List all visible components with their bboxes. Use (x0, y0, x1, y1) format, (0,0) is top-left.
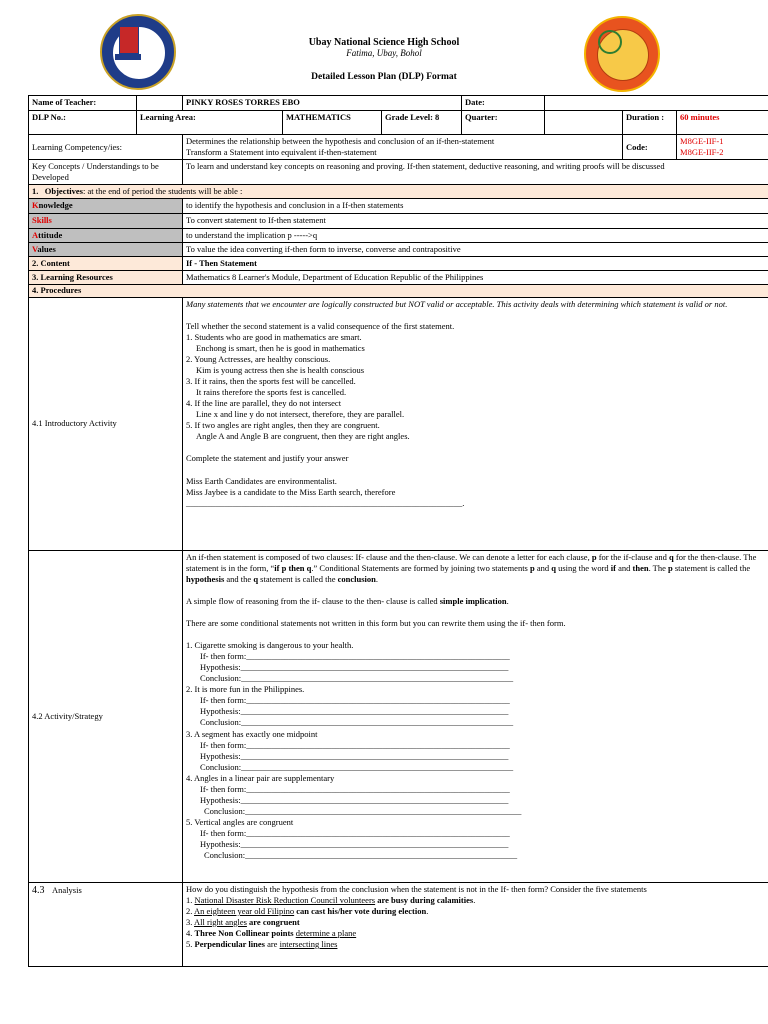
introductory-activity-row (29, 297, 768, 550)
activity-strategy-row (29, 550, 768, 882)
activity-paragraph-3: There are some conditional statements not written in this form but you can rewrite them using the if- then form. (186, 618, 566, 629)
objective-skills-value: To convert statement to If-then statement (183, 214, 768, 229)
activity-item-1-title: 1. Cigarette smoking is dangerous to your health. (186, 640, 354, 651)
objective-v-rest: alues (37, 244, 56, 255)
earth-statement-2: Miss Jaybee is a candidate to the Miss Earth search, therefore (186, 486, 396, 497)
competency-1: Determines the relationship between the hypothesis and conclusion of an if-then-statement (186, 136, 495, 146)
content-row (29, 257, 768, 271)
learning-area-label: Learning Area: (137, 111, 283, 135)
analysis-item-5: 5. Perpendicular lines are intersecting lines (186, 939, 338, 949)
objective-k-first: K (32, 200, 39, 211)
quarter-label: Quarter: (462, 111, 545, 135)
code-2: M8GE-IIF-2 (680, 147, 724, 158)
intro-italic-text: Many statements that we encounter are logically constructed but NOT valid or acceptable. This activity deals with determining which statement is valid or not. (186, 298, 728, 309)
activity-item-3-title: 3. A segment has exactly one midpoint (186, 728, 318, 739)
analysis-label: Analysis (52, 884, 82, 895)
objective-a-rest: ttitude (38, 230, 63, 241)
activity-item-5-title: 5. Vertical angles are congruent (186, 816, 294, 827)
resources-value: Mathematics 8 Learner's Module, Department of Education Republic of the Philippines (183, 271, 768, 285)
date-label: Date: (462, 96, 545, 111)
school-address: Fatima, Ubay, Bohol (346, 48, 422, 58)
intro-instruction: Tell whether the second statement is a valid consequence of the first statement. (186, 320, 455, 331)
duration-value: 60 minutes (677, 111, 768, 135)
objective-s-first: Skills (32, 215, 52, 226)
content-value: If - Then Statement (183, 257, 768, 271)
analysis-question: How do you distinguish the hypothesis from the conclusion when the statement is not in the If- then form? Consider the five statements (186, 883, 647, 894)
analysis-item-1: 1. National Disaster Risk Reduction Council volunteers are busy during calamities. (186, 894, 476, 905)
intro-item-2b: Kim is young actress then she is health conscious (196, 365, 365, 376)
learning-area-value: MATHEMATICS (283, 111, 382, 135)
dlp-row (29, 111, 768, 135)
date-value[interactable] (545, 96, 768, 111)
resources-label: 3. Learning Resources (29, 271, 183, 285)
lesson-plan-table (28, 95, 768, 967)
school-seal-logo (584, 16, 660, 92)
document-header (0, 0, 768, 95)
content-label: 2. Content (29, 257, 183, 271)
objective-k-rest: nowledge (38, 200, 73, 211)
objective-knowledge-value: to identify the hypothesis and conclusion in a If-then statements (183, 199, 768, 214)
introductory-activity-label: 4.1 Introductory Activity (29, 297, 183, 550)
school-name: Ubay National Science High School (308, 37, 460, 48)
analysis-item-4: 4. Three Non Collinear points determine a plane (186, 927, 357, 938)
intro-item-5a: 5. If two angles are right angles, then they are congruent. (186, 420, 380, 431)
activity-item-1-conc[interactable]: Conclusion:________________________________________________________________ (200, 673, 514, 684)
activity-item-4-ifthen[interactable]: If- then form:______________________________________________________________ (200, 783, 510, 794)
grade-level: Grade Level: 8 (382, 111, 462, 135)
objective-attitude-value: to understand the implication p ----->q (183, 229, 768, 243)
earth-blank[interactable]: _________________________________________________________________. (186, 497, 465, 508)
activity-strategy-label: 4.2 Activity/Strategy (29, 550, 183, 882)
activity-item-3-hyp[interactable]: Hypothesis:_______________________________________________________________ (200, 750, 509, 761)
activity-item-1-hyp[interactable]: Hypothesis:_______________________________________________________________ (200, 662, 509, 673)
activity-item-3-conc[interactable]: Conclusion:________________________________________________________________ (200, 761, 514, 772)
activity-item-5-ifthen[interactable]: If- then form:______________________________________________________________ (200, 827, 510, 838)
teacher-value: PINKY ROSES TORRES EBO (183, 96, 462, 111)
activity-paragraph-1: An if-then statement is composed of two clauses: If- clause and the then-clause. We can denote a letter for each clause, p for the if-clause and q for the then-clause. The statement is in the form, “if p then q.” Conditional Statements are formed by joining two statements p and q using the word if and then. The p statement is called the hypothesis and the q statement is called the conclusion. (186, 551, 757, 584)
procedures-label: 4. Procedures (29, 285, 768, 297)
teacher-row (29, 96, 768, 111)
activity-item-2-ifthen[interactable]: If- then form:______________________________________________________________ (200, 695, 510, 706)
intro-item-2a: 2. Young Actresses, are healthy conscious. (186, 354, 331, 364)
objective-values-value: To value the idea converting if-then form to inverse, converse and contrapositive (183, 243, 768, 257)
intro-item-1b: Enchong is smart, then he is good in mathematics (196, 342, 365, 353)
activity-item-5-hyp[interactable]: Hypothesis:_______________________________________________________________ (200, 838, 509, 849)
objectives-header-row (29, 185, 768, 199)
objective-knowledge-row (29, 199, 768, 214)
activity-item-3-ifthen[interactable]: If- then form:______________________________________________________________ (200, 739, 510, 750)
intro-item-4b: Line x and line y do not intersect, therefore, they are parallel. (196, 409, 405, 420)
analysis-item-2: 2. An eighteen year old Filipino can cast his/her vote during election. (186, 905, 429, 916)
activity-item-2-conc[interactable]: Conclusion:________________________________________________________________ (200, 717, 514, 728)
earth-statement-1: Miss Earth Candidates are environmentalist. (186, 475, 337, 486)
competency-row (29, 135, 768, 160)
code-label: Code: (623, 135, 677, 160)
activity-item-4-conc[interactable]: Conclusion:_________________________________________________________________ (204, 805, 522, 816)
activity-item-2-title: 2. It is more fun in the Philippines. (186, 684, 305, 695)
concepts-value: To learn and understand key concepts on reasoning and proving. If-then statement, deductive reasoning, and writing proofs will be discussed (183, 160, 768, 185)
activity-item-4-title: 4. Angles in a linear pair are supplementary (186, 772, 335, 783)
intro-item-1a: 1. Students who are good in mathematics are smart. (186, 331, 362, 342)
activity-item-2-hyp[interactable]: Hypothesis:_______________________________________________________________ (200, 706, 509, 717)
analysis-row (29, 882, 768, 966)
procedures-row (29, 285, 768, 297)
objective-v-first: V (32, 244, 38, 255)
competency-label: Learning Competency/ies: (29, 135, 183, 160)
intro-item-4a: 4. If the line are parallel, they do not intersect (186, 398, 342, 409)
objective-attitude-row (29, 229, 768, 243)
document-title: Detailed Lesson Plan (DLP) Format (311, 72, 457, 82)
activity-paragraph-2: A simple flow of reasoning from the if- clause to the then- clause is called simple implication. (186, 595, 509, 606)
duration-label: Duration : (623, 111, 677, 135)
competency-2: Transform a Statement into equivalent if-then-statement (186, 147, 377, 158)
analysis-number: 4.3 (32, 884, 45, 896)
code-1: M8GE-IIF-1 (680, 136, 724, 146)
intro-item-5b: Angle A and Angle B are congruent, then they are right angles. (196, 431, 410, 442)
objective-values-row (29, 243, 768, 257)
dlp-no-label: DLP No.: (29, 111, 137, 135)
analysis-item-3: 3. All right angles are congruent (186, 916, 300, 927)
complete-instruction: Complete the statement and justify your answer (186, 453, 349, 464)
activity-item-5-conc[interactable]: Conclusion:________________________________________________________________ (204, 850, 518, 861)
resources-row (29, 271, 768, 285)
intro-item-3a: 3. If it rains, then the sports fest will be cancelled. (186, 376, 356, 387)
activity-item-4-hyp[interactable]: Hypothesis:_______________________________________________________________ (200, 794, 509, 805)
intro-item-3b: It rains therefore the sports fest is cancelled. (196, 387, 347, 398)
objectives-intro: : at the end of period the students will be able : (83, 186, 243, 197)
concepts-row (29, 160, 768, 185)
objective-skills-row (29, 214, 768, 229)
objectives-number: 1. (32, 186, 39, 197)
concepts-label: Key Concepts / Understandings to be Developed (29, 160, 183, 185)
objectives-label: Objectives (44, 186, 83, 197)
objective-a-first: A (32, 230, 39, 241)
teacher-label: Name of Teacher: (29, 96, 137, 111)
activity-item-1-ifthen[interactable]: If- then form:______________________________________________________________ (200, 651, 510, 662)
